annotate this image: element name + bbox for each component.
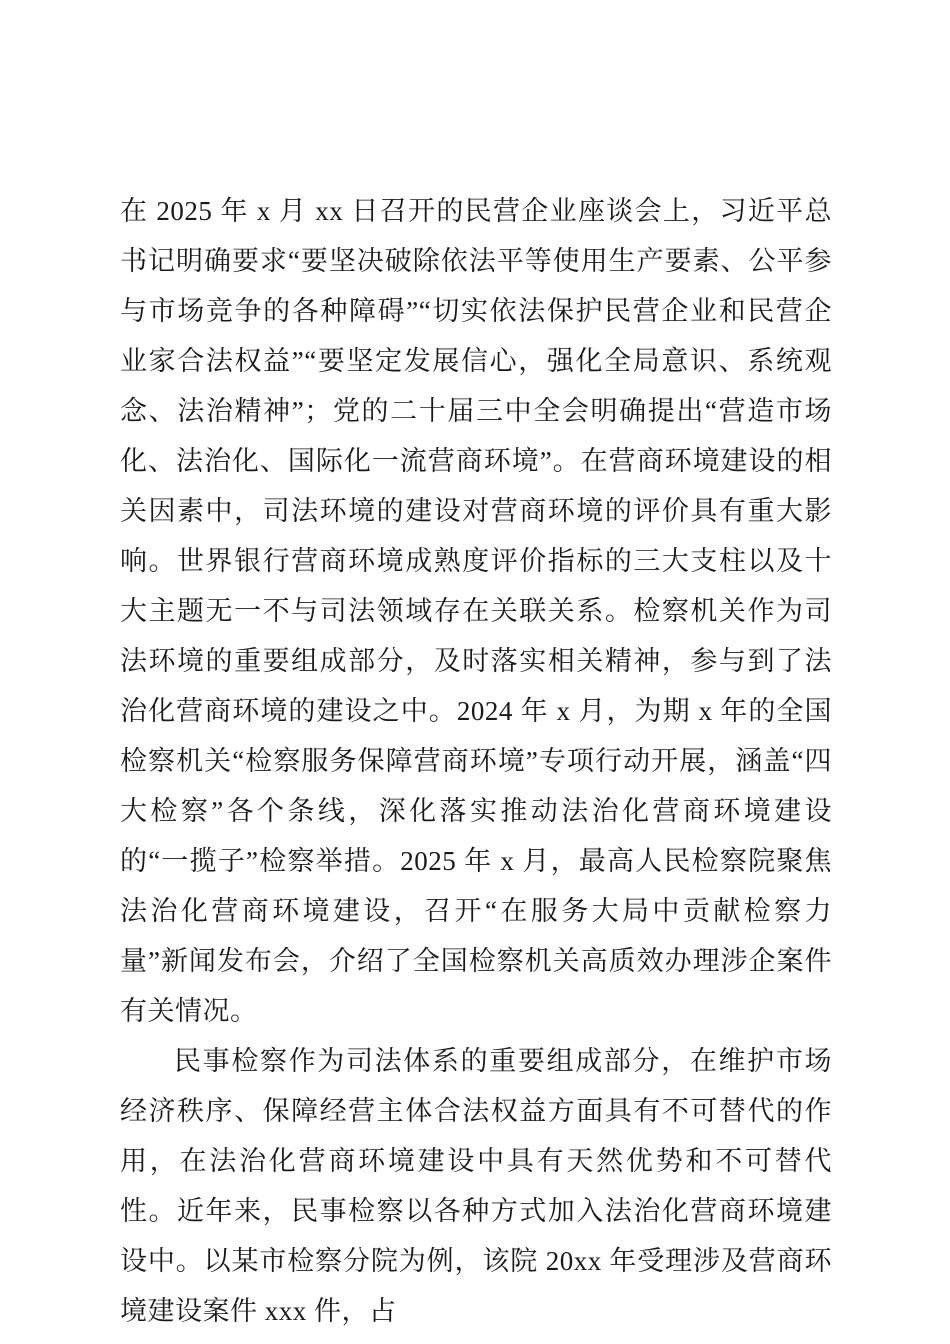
document-paragraph: 在 2025 年 x 月 xx 日召开的民营企业座谈会上，习近平总书记明确要求“要坚决破除依法平等使用生产要素、公平参与市场竞争的各种障碍”“切实依法保护民营企业和民营企业家合法权益”“要坚定发展信心，强化全局意识、系统观念、法治精神”；党的二十届三中全会明确提出“营造市场化、法治化、国际化一流营商环境”。在营商环境建设的相关因素中，司法环境的建设对营商环境的评价具有重大影响。世界银行营商环境成熟度评价指标的三大支柱以及十大主题无一不与司法领域存在关联关系。检察机关作为司法环境的重要组成部分，及时落实相关精神，参与到了法治化营商环境的建设之中。2024 年 x 月，为期 x 年的全国检察机关“检察服务保障营商环境”专项行动开展，涵盖“四大检察”各个条线，深化落实推动法治化营商环境建设的“一揽子”检察举措。2025 年 x 月，最高人民检察院聚焦法治化营商环境建设，召开“在服务大局中贡献检察力量”新闻发布会，介绍了全国检察机关高质效办理涉企案件有关情况。 [120, 196, 832, 1026]
document-paragraph: 民事检察作为司法体系的重要组成部分，在维护市场经济秩序、保障经营主体合法权益方面具有不可替代的作用，在法治化营商环境建设中具有天然优势和不可替代性。近年来，民事检察以各种方式加入法治化营商环境建设中。以某市检察分院为例，该院 20xx 年受理涉及营商环境建设案件 xxx 件，占 [120, 1046, 832, 1326]
